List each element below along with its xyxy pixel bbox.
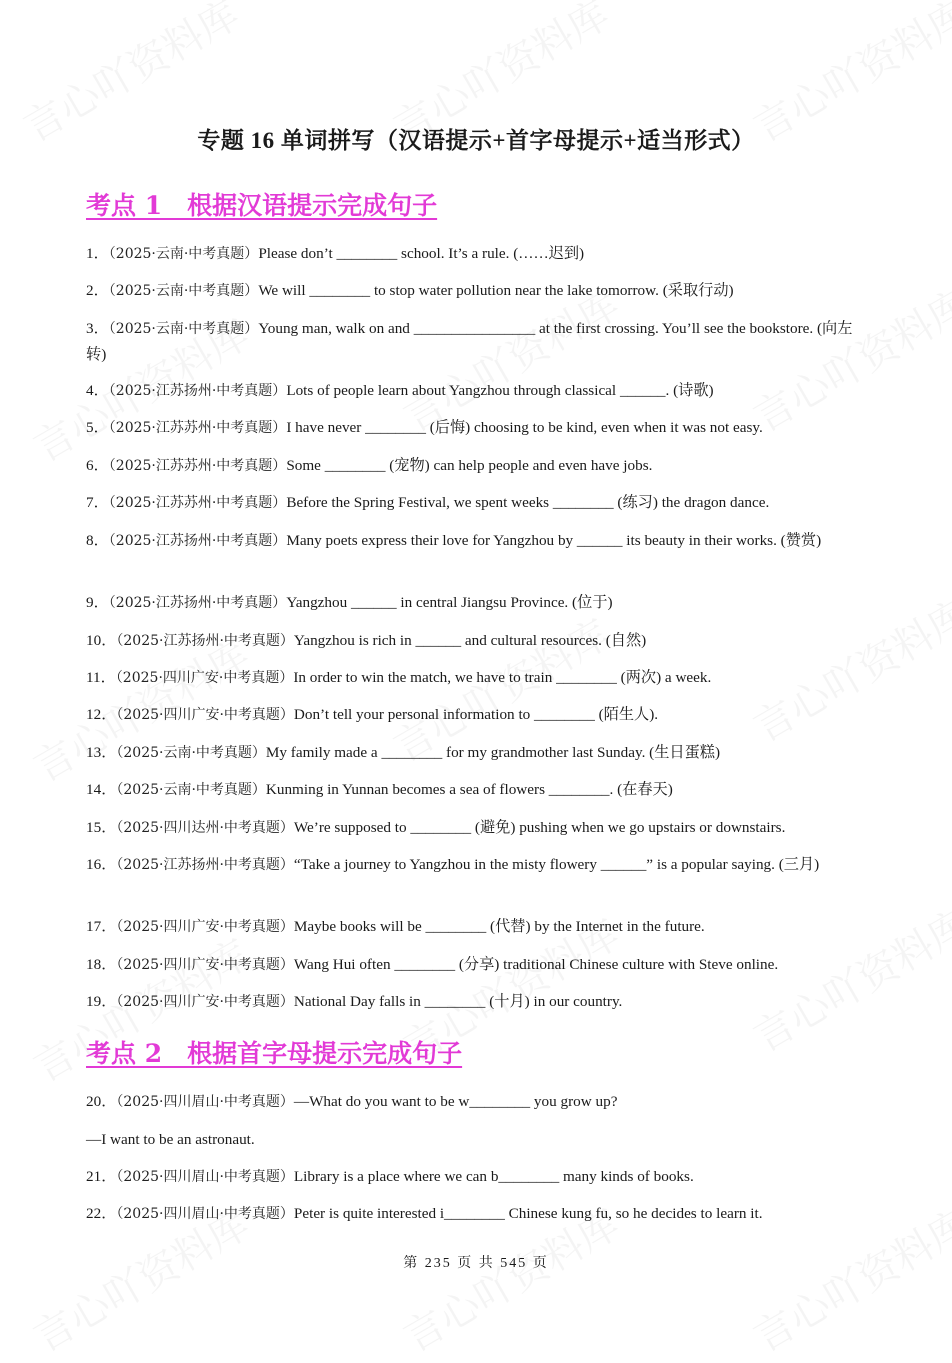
question: 3．（2025·云南·中考真题）Young man, walk on and ________________ at the first crossing. You’ll see the bookstore. (向左转) — [86, 320, 853, 363]
answer-line: —I want to be an astronaut. — [86, 1131, 255, 1148]
question: 16．（2025·江苏扬州·中考真题）“Take a journey to Yangzhou in the misty flowery ______” is a popular saying. (三月) — [86, 856, 820, 873]
page-title: 专题 16 单词拼写（汉语提示+首字母提示+适当形式） — [197, 128, 755, 153]
question: 2．（2025·云南·中考真题）We will ________ to stop water pollution near the lake tomorrow. (采取行动) — [86, 282, 734, 299]
question: 9．（2025·江苏扬州·中考真题）Yangzhou ______ in central Jiangsu Province. (位于) — [86, 594, 613, 611]
question: 4．（2025·江苏扬州·中考真题）Lots of people learn about Yangzhou through classical ______. (诗歌) — [86, 382, 714, 399]
question: 10．（2025·江苏扬州·中考真题）Yangzhou is rich in ______ and cultural resources. (自然) — [86, 632, 647, 649]
question: 6．（2025·江苏苏州·中考真题）Some ________ (宠物) can help people and even have jobs. — [86, 457, 653, 474]
question: 21．（2025·四川眉山·中考真题）Library is a place where we can b________ many kinds of books. — [86, 1168, 694, 1185]
page-footer: 第 235 页 共 545 页 — [403, 1256, 549, 1271]
question: 15．（2025·四川达州·中考真题）We’re supposed to ________ (避免) pushing when we go upstairs or downstairs. — [86, 819, 786, 836]
question: 19．（2025·四川广安·中考真题）National Day falls in ________ (十月) in our country. — [86, 993, 623, 1010]
question: 1．（2025·云南·中考真题）Please don’t ________ school. It’s a rule. (……迟到) — [86, 245, 585, 262]
question: 22．（2025·四川眉山·中考真题）Peter is quite interested i________ Chinese kung fu, so he decides to learn it. — [86, 1205, 763, 1222]
section-heading-1: 考点 1 根据汉语提示完成句子 — [86, 191, 438, 220]
section-heading-2: 考点 2 根据首字母提示完成句子 — [86, 1039, 463, 1068]
question: 13．（2025·云南·中考真题）My family made a ________ for my grandmother last Sunday. (生日蛋糕) — [86, 744, 721, 761]
question: 11．（2025·四川广安·中考真题）In order to win the match, we have to train ________ (两次) a week. — [86, 669, 712, 686]
question: 17．（2025·四川广安·中考真题）Maybe books will be ________ (代替) by the Internet in the future. — [86, 918, 705, 935]
question: 5．（2025·江苏苏州·中考真题）I have never ________ (后悔) choosing to be kind, even when it was not easy. — [86, 419, 763, 436]
question: 20．（2025·四川眉山·中考真题）—What do you want to be w________ you grow up? — [86, 1093, 618, 1110]
question: 12．（2025·四川广安·中考真题）Don’t tell your personal information to ________ (陌生人). — [86, 706, 659, 723]
question: 18．（2025·四川广安·中考真题）Wang Hui often ________ (分享) traditional Chinese culture with Steve online. — [86, 956, 779, 973]
question: 14．（2025·云南·中考真题）Kunming in Yunnan becomes a sea of flowers ________. (在春天) — [86, 781, 673, 798]
question: 7．（2025·江苏苏州·中考真题）Before the Spring Festival, we spent weeks ________ (练习) the dragon dance. — [86, 494, 770, 511]
question: 8．（2025·江苏扬州·中考真题）Many poets express their love for Yangzhou by ______ its beauty in their works. (赞赏) — [86, 532, 822, 549]
